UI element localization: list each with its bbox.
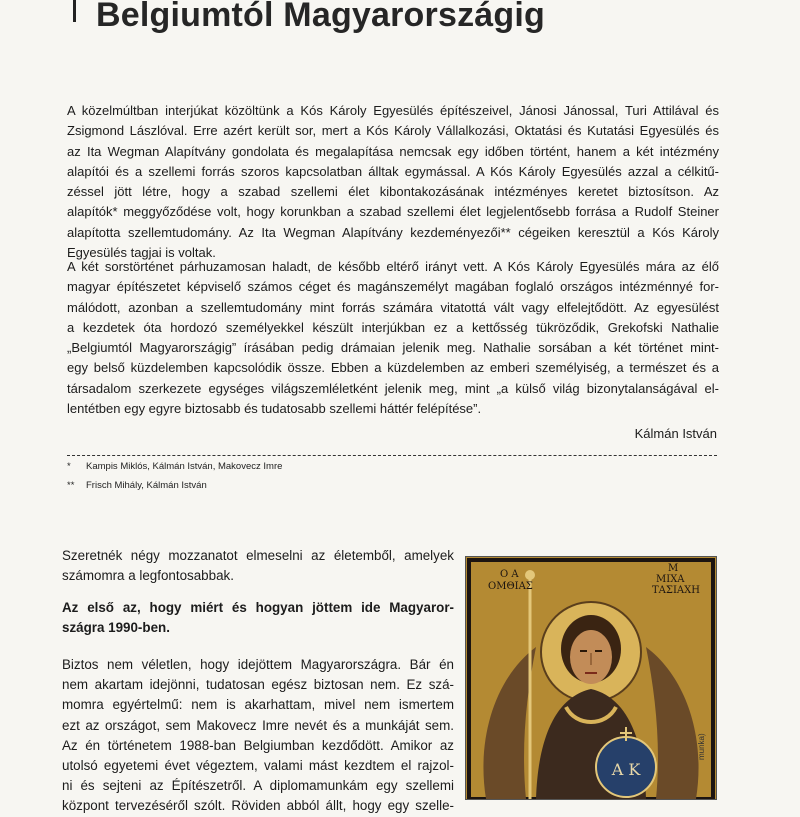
- intro-line: A közelmúltban interjúkat közöltünk a Kós Károly Egyesülés építészeivel, Jánosi Jánossal, Turi Attilával és: [67, 103, 719, 118]
- intro-line: Egyesülés tagjai is voltak.: [67, 245, 216, 261]
- history-line: lentétben egy egyre biztosabb és tudatosabb szellemi háttér felépítése”.: [67, 401, 482, 417]
- inscription-right: Μ ΜΙΧΑ ΤΑΣΙΑΧΗ: [652, 563, 700, 596]
- body-main-paragraph: [62, 655, 454, 817]
- footnote-divider: [67, 455, 717, 456]
- orb-letters: Α Κ: [611, 760, 641, 779]
- intro-line: alapítói és a szellemi forrás szoros kapcsolatban álltak egymással. A Kós Károly Egyesülés azzal a célkitű-: [67, 163, 719, 179]
- history-line: „Belgiumtól Magyarországig” írásában pedig drámaian jelenik meg. Nathalie sorsában a két történet mint-: [67, 340, 719, 356]
- heading-line: szágra 1990-ben.: [62, 620, 170, 636]
- intro-line: alapította szellemtudomány. Az Ita Wegman Alapítvány kezdeményezői** cégeiken keresztül a Kós Károly: [67, 224, 719, 240]
- history-line: magyar építészetet képviselő számos céget és magánszemélyt magában foglaló országos intézménnyé for-: [67, 279, 719, 295]
- body-intro-paragraph: [62, 546, 454, 586]
- intro-line: alapítók* meggyőződése volt, hogy korunkban a szabad szellemi élet legjelentősebb forrása a Rudolf Steiner: [67, 204, 719, 220]
- inscription-left: Ο Α ΟΜΘΙΑΣ: [488, 569, 533, 592]
- body-line: Szeretnék négy mozzanatot elmeselni az életemből, amelyek: [62, 548, 454, 563]
- history-line: a kezdetek óta hordozó személyekkel készült interjúkban ez a kettősség tükröződik, Grekofski Nathalie: [67, 319, 719, 335]
- body-line: nem akartam idejönni, tudatosan egész biztosan nem. Ez szá-: [62, 677, 454, 693]
- body-line: ezt az országot, sem Makovecz Imre nevét és a munkáját sem.: [62, 717, 454, 733]
- intro-line: Zsigmond Lászlóval. Erre azért került sor, mert a Kós Károly Vállalkozási, Oktatási és Kutatási Egyesülés és: [67, 123, 719, 139]
- footnote: [67, 480, 207, 491]
- section-heading: [62, 598, 454, 638]
- footnote-text: Frisch Mihály, Kálmán István: [86, 480, 207, 491]
- body-line: központ tervezéséről szólt. Röviden abból állt, hogy egy szelle-: [62, 798, 454, 814]
- body-line: momra egyértelmű: nem is akarhattam, mivel nem ismertem: [62, 697, 454, 713]
- image-credit: munka): [697, 733, 706, 760]
- body-line: Biztos nem véletlen, hogy idejöttem Magyarországra. Bár én: [62, 657, 454, 672]
- intro-line: zéssel jött létre, hogy a szabad szellemi élet kibontakozásának intézményes keretet biztosítson. Az: [67, 184, 719, 200]
- page-title: Belgiumtól Magyarországig: [96, 0, 545, 34]
- history-line: málódott, azonban a szellemtudomány mint forrás számára vitatottá vált vagy elfelejtődött. Az egyesülést: [67, 299, 719, 315]
- heading-line: Az első az, hogy miért és hogyan jöttem ide Magyaror-: [62, 600, 454, 615]
- body-line: számomra a legfontosabbak.: [62, 568, 234, 584]
- footnote-mark: *: [67, 461, 71, 472]
- history-paragraph: [67, 257, 719, 419]
- archangel-icon-painting: [466, 557, 716, 799]
- history-line: A két sorstörténet párhuzamosan haladt, de később eltérő irányt vett. A Kós Károly Egyesülés mára az élő: [67, 259, 719, 274]
- archangel-icon-image: [465, 556, 717, 800]
- intro-line: az Ita Wegman Alapítvány gondolata és megalapítása nemcsak egy időben történt, hanem a két intézmény: [67, 143, 719, 159]
- staff-finial: [525, 570, 535, 580]
- author-signature: Kálmán István: [634, 426, 717, 441]
- history-line: egy belső küzdelemben kapcsolódik össze. Ebben a küzdelemben az emberi személyiség, a természet és a: [67, 360, 719, 376]
- history-line: társadalom szerkezete egységes világszemléletként jelenik meg, mint „a külső világ bizonytalanságával el-: [67, 380, 719, 396]
- body-line: utolsó egyetemi évet végeztem, valami mást kezdtem el rajzol-: [62, 758, 454, 774]
- body-line: Az én történetem 1988-ban Belgiumban kezdődött. Amikor az: [62, 737, 454, 753]
- footnote-text: Kampis Miklós, Kálmán István, Makovecz Imre: [86, 461, 283, 472]
- footnote: [67, 461, 282, 472]
- body-line: ni és sejteni az Építészetről. A diplomamunkám egy szellemi: [62, 778, 454, 794]
- footnote-mark: **: [67, 480, 75, 491]
- header-rule: [73, 0, 76, 22]
- intro-paragraph: [67, 101, 719, 263]
